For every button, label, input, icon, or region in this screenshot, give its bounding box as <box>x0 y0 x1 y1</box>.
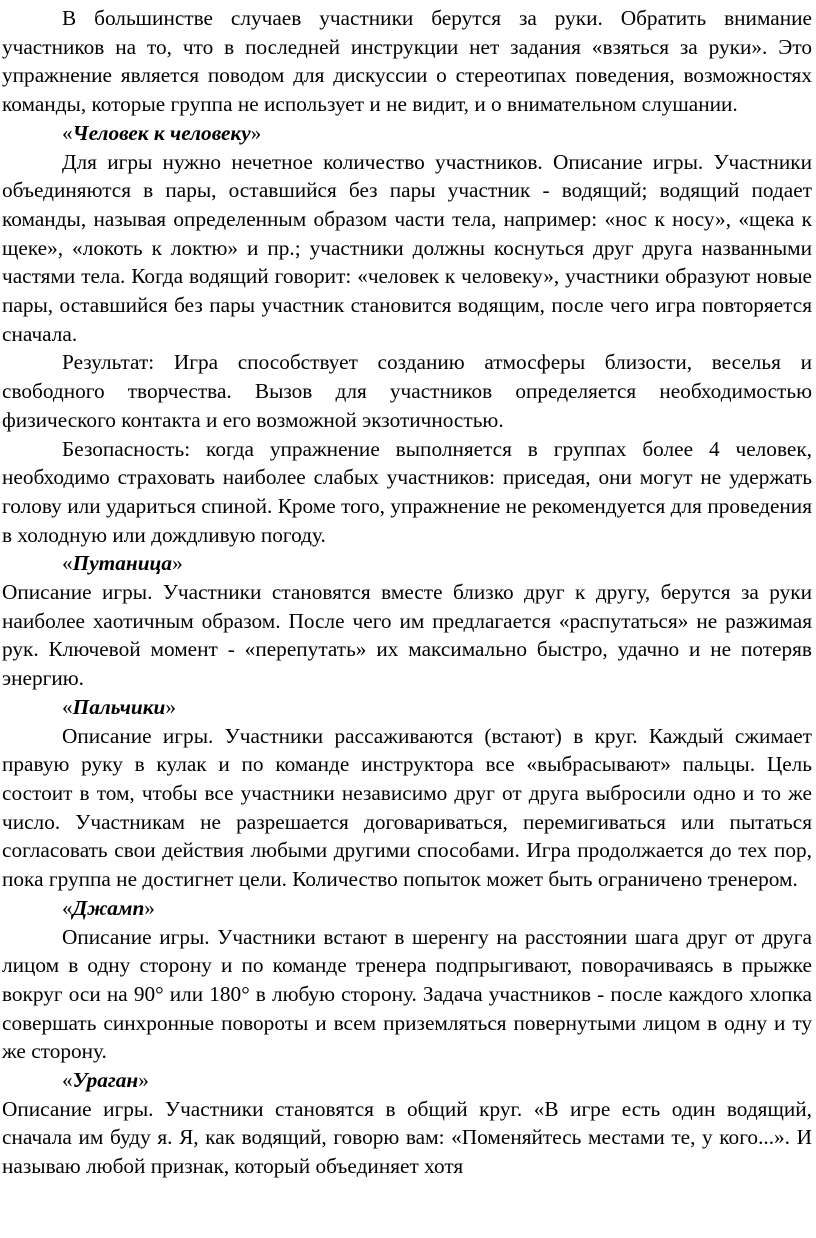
game-title: Ураган <box>72 1068 139 1093</box>
game-title: Джамп <box>72 895 145 920</box>
game-heading-palchiki: «Пальчики» <box>62 694 177 719</box>
game-heading-chelovek: «Человек к человеку» <box>62 120 262 145</box>
game-title: Пальчики <box>72 694 166 719</box>
game-title: Путаница <box>72 551 173 576</box>
game-heading-putanica: «Путаница» <box>62 551 183 576</box>
game-title: Человек к человеку <box>72 120 251 145</box>
game-description-jump: Описание игры. Участники встают в шеренгу на расстоянии шага друг от друга лицом в одну сторону и по команде тренера подпрыгивают, поворачиваясь в прыжке вокруг оси на 90° или 180° в любую сторону. Задача участников - после каждого хлопка совершать синхронные повороты и всем приземляться повернутыми лицом в одну и ту же сторону. <box>2 924 812 1064</box>
game-result-chelovek: Результат: Игра способствует созданию атмосферы близости, веселья и свободного творчества. Вызов для участников определяется необходимостью физического контакта и его возможной экзотичностью. <box>2 350 812 432</box>
game-description-uragan: Описание игры. Участники становятся в общий круг. «В игре есть один водящий, сначала им буду я. Я, как водящий, говорю вам: «Поменяйтесь местами те, у кого...». И называю любой признак, который объединяет хотя <box>2 1096 812 1179</box>
game-safety-chelovek: Безопасность: когда упражнение выполняется в группах более 4 человек, необходимо страховать наиболее слабых участников: приседая, они могут не удержать голову или удариться спиной. Кроме того, упражнение не рекомендуется для проведения в холодную или дождливую погоду. <box>2 436 812 547</box>
game-heading-uragan: «Ураган» <box>62 1068 149 1093</box>
game-description-putanica: Описание игры. Участники становятся вместе близко друг к другу, берутся за руки наиболее хаотичным образом. После чего им предлагается «распутаться» не разжимая рук. Ключевой момент - «перепутать» их максимально быстро, удачно и не потеряв энергию. <box>2 580 812 691</box>
game-heading-jump: «Джамп» <box>62 895 155 920</box>
document-page <box>2 4 812 1181</box>
game-description-palchiki: Описание игры. Участники рассаживаются (встают) в круг. Каждый сжимает правую руку в кулак и по команде инструктора все «выбрасывают» пальцы. Цель состоит в том, чтобы все участники независимо друг от друга выбросили одно и то же число. Участникам не разрешается договариваться, перемигиваться или пытаться согласовать свои действия любыми другими способами. Игра продолжается до тех пор, пока группа не достигнет цели. Количество попыток может быть ограничено тренером. <box>2 723 812 892</box>
game-description-chelovek: Для игры нужно нечетное количество участников. Описание игры. Участники объединяются в пары, оставшийся без пары участник - водящий; водящий подает команды, называя определенным образом части тела, например: «нос к носу», «щека к щеке», «локоть к локтю» и пр.; участники должны коснуться друг друга названными частями тела. Когда водящий говорит: «человек к человеку», участники образуют новые пары, оставшийся без пары участник становится водящим, после чего игра повторяется сначала. <box>2 149 812 346</box>
intro-paragraph: В большинстве случаев участники берутся за руки. Обратить внимание участников на то, что в последней инструкции нет задания «взяться за руки». Это упражнение является поводом для дискуссии о стереотипах поведения, возможностях команды, которые группа не использует и не видит, и о внимательном слушании. <box>2 6 812 117</box>
